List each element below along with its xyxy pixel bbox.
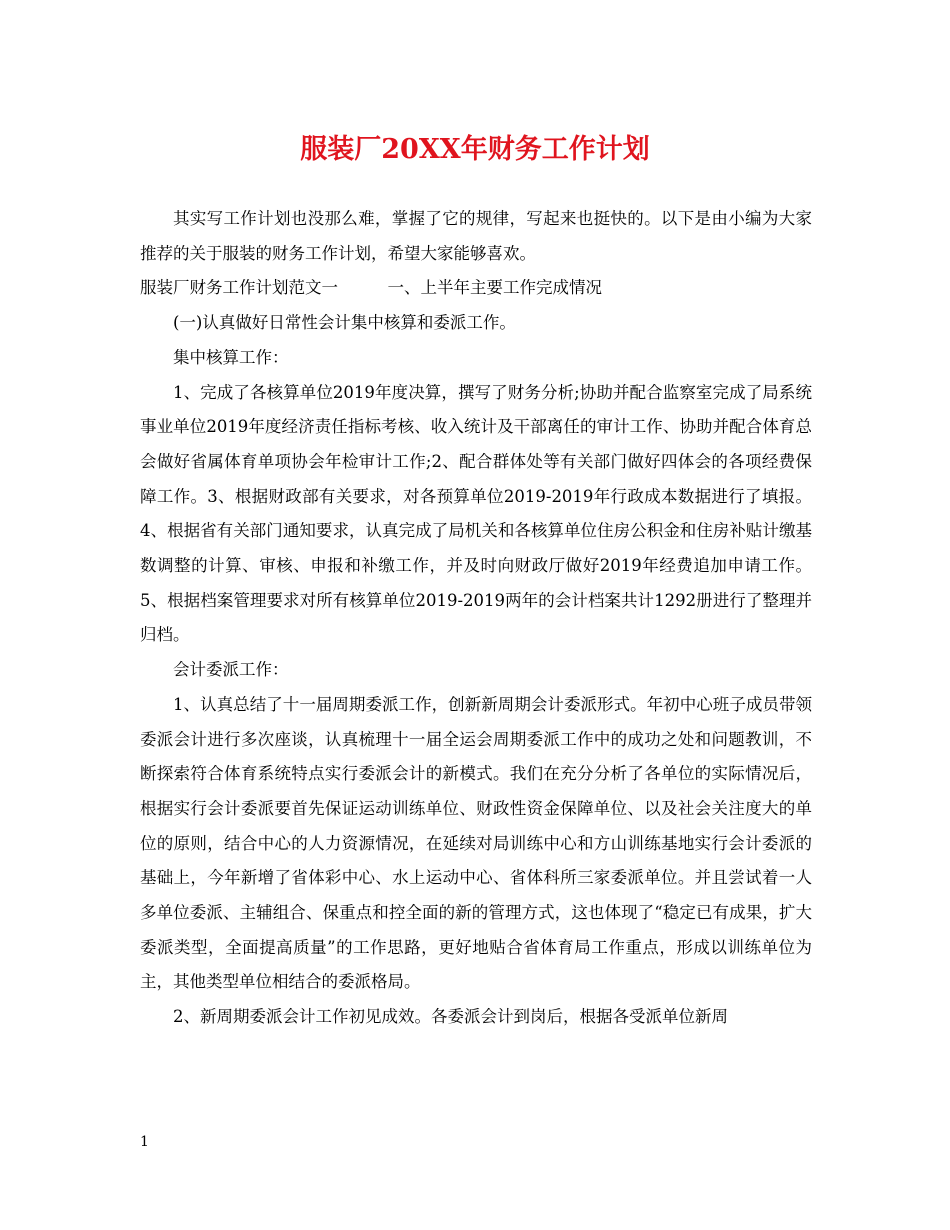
paragraph-section-heading: 服装厂财务工作计划范文一 一、上半年主要工作完成情况: [140, 278, 602, 298]
paragraph-new-cycle-results: 2、新周期委派会计工作初见成效。各委派会计到岗后，根据各受派单位新周: [173, 1007, 728, 1027]
paragraph-centralized-accounting-body: 1、完成了各核算单位2019年度决算，撰写了财务分析;协助并配合监察室完成了局系统事业单位2019年度经济责任指标考核、收入统计及干部离任的审计工作、协助并配合体育总会做好省属体育单项协会年检审计工作;2、配合群体处等有关部门做好四体会的各项经费保障工作。3、根据财政部有关要求，对各预算单位2019-2019年行政成本数据进行了填报。4、根据省有关部门通知要求，认真完成了局机关和各核算单位住房公积金和住房补贴计缴基数调整的计算、审核、申报和补缴工作，并及时向财政厅做好2019年经费追加申请工作。5、根据档案管理要求对所有核算单位2019-2019两年的会计档案共计1292册进行了整理并归档。: [140, 382, 812, 645]
paragraph-subsection-heading: (一)认真做好日常性会计集中核算和委派工作。: [173, 313, 516, 333]
paragraph-accounting-delegation-body: 1、认真总结了十一届周期委派工作，创新新周期会计委派形式。年初中心班子成员带领委派会计进行多次座谈，认真梳理十一届全运会周期委派工作中的成功之处和问题教训，不断探索符合体育系统特点实行委派会计的新模式。我们在充分分析了各单位的实际情况后，根据实行会计委派要首先保证运动训练单位、财政性资金保障单位、以及社会关注度大的单位的原则，结合中心的人力资源情况，在延续对局训练中心和方山训练基地实行会计委派的基础上，今年新增了省体彩中心、水上运动中心、省体科所三家委派单位。并且尝试着一人多单位委派、主辅组合、保重点和控全面的新的管理方式，这也体现了“稳定已有成果，扩大委派类型，全面提高质量”的工作思路，更好地贴合省体育局工作重点，形成以训练单位为主，其他类型单位相结合的委派格局。: [140, 694, 812, 992]
paragraph-accounting-delegation-heading: 会计委派工作：: [173, 660, 289, 680]
paragraph-centralized-accounting-heading: 集中核算工作：: [173, 347, 289, 367]
paragraph-intro: 其实写工作计划也没那么难，掌握了它的规律，写起来也挺快的。以下是由小编为大家推荐的关于服装的财务工作计划，希望大家能够喜欢。: [140, 209, 812, 263]
page-number: 1: [140, 1134, 149, 1150]
document-body: [140, 202, 812, 1035]
document-title: 服装厂20XX年财务工作计划: [300, 134, 650, 165]
